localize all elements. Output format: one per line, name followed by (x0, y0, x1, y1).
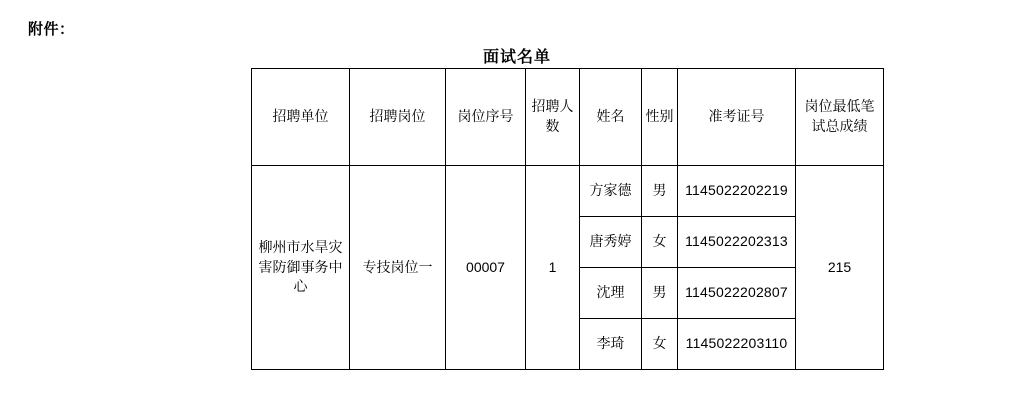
cell-recruiting-unit: 柳州市水旱灾害防御事务中心 (252, 166, 350, 370)
interview-list-table-container (251, 68, 883, 370)
column-header-ticket: 准考证号 (678, 69, 796, 166)
cell-ticket-number: 1145022202313 (678, 217, 796, 268)
cell-candidate-name: 沈理 (580, 268, 642, 319)
cell-recruiting-post: 专技岗位一 (350, 166, 446, 370)
attachment-label: 附件： (28, 21, 75, 38)
column-header-gender: 性别 (642, 69, 678, 166)
cell-min-written-score: 215 (796, 166, 884, 370)
column-header-unit: 招聘单位 (252, 69, 350, 166)
cell-candidate-gender: 女 (642, 319, 678, 370)
cell-candidate-gender: 男 (642, 166, 678, 217)
cell-candidate-gender: 男 (642, 268, 678, 319)
cell-candidate-name: 方家德 (580, 166, 642, 217)
cell-candidate-name: 唐秀婷 (580, 217, 642, 268)
interview-list-table (251, 68, 884, 370)
cell-post-sequence: 00007 (446, 166, 526, 370)
table-header-row (252, 69, 884, 166)
cell-ticket-number: 1145022202219 (678, 166, 796, 217)
column-header-name: 姓名 (580, 69, 642, 166)
column-header-post: 招聘岗位 (350, 69, 446, 166)
column-header-seq: 岗位序号 (446, 69, 526, 166)
table-row (252, 166, 884, 217)
cell-recruit-count: 1 (526, 166, 580, 370)
cell-ticket-number: 1145022202807 (678, 268, 796, 319)
column-header-min-score: 岗位最低笔试总成绩 (796, 69, 884, 166)
cell-candidate-name: 李琦 (580, 319, 642, 370)
page-title: 面试名单 (482, 49, 551, 66)
cell-ticket-number: 1145022203110 (678, 319, 796, 370)
cell-candidate-gender: 女 (642, 217, 678, 268)
column-header-count: 招聘人数 (526, 69, 580, 166)
